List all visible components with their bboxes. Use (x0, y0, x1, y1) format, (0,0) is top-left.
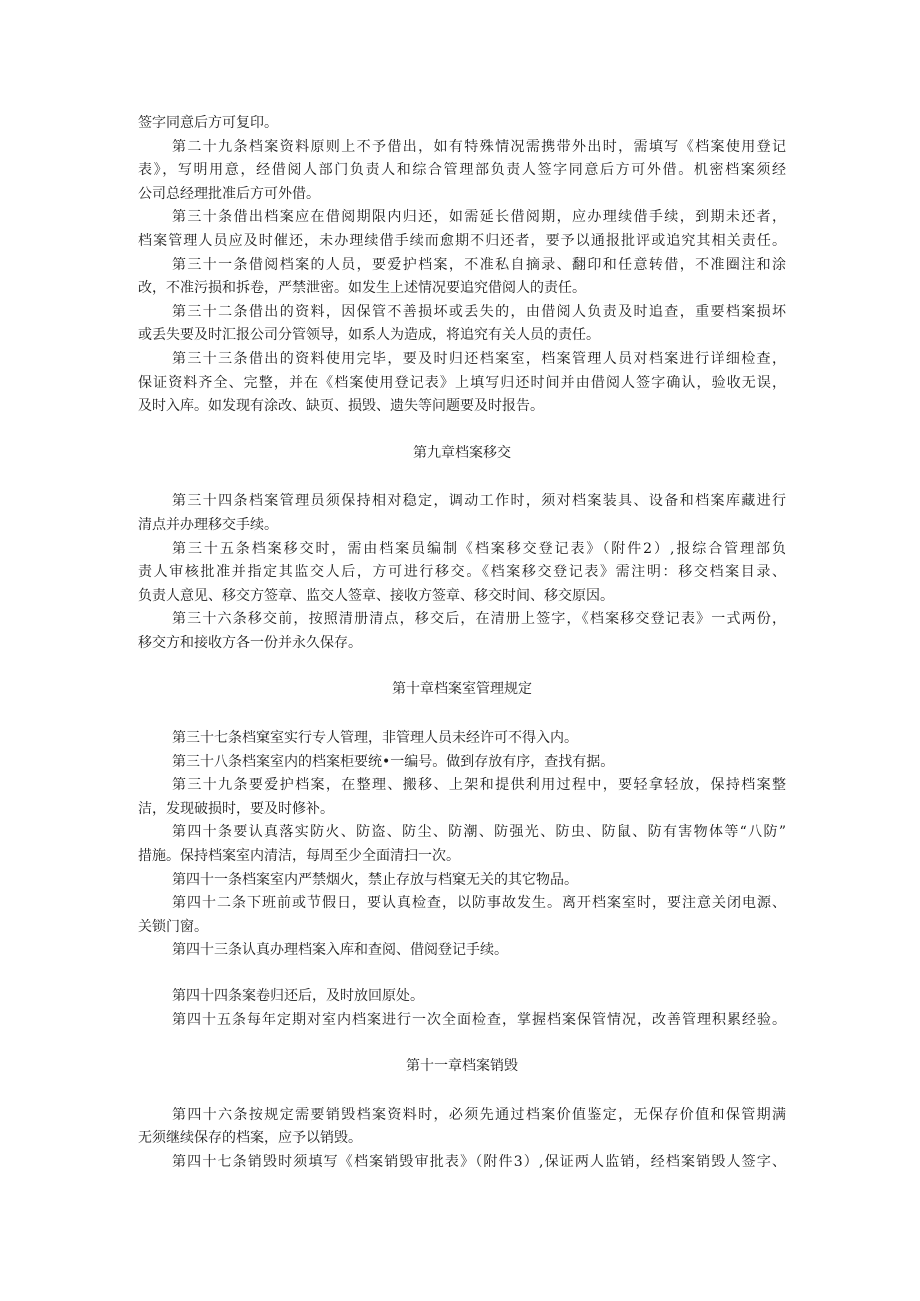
text-line: 第三十条借出档案应在借阅期限内归还，如需延长借阅期，应办理续借手续，到期未还者， (172, 209, 786, 226)
text-line: 第四十一条档案室内严禁烟火，禁止存放与档窠无关的其它物品。 (172, 871, 578, 888)
chapter-heading: 第十一章档案销毁 (406, 1058, 518, 1075)
text-line: 保证资料齐全、完整，并在《档案使用登记表》上填写归还时间并由借阅人签字确认，验收无误， (138, 374, 786, 391)
text-line: 责人审核批准并指定其监交人后，方可进行移交。《档案移交登记表》需注明：移交档案目录、 (138, 564, 786, 581)
text-line: 措施。保持档案室内清洁，每周至少全面清扫一次。 (138, 848, 460, 865)
text-line: 第四十三条认真办理档案入库和查阅、借阅登记手续。 (172, 942, 508, 959)
text-line: 第三十四条档案管理员须保持相对稳定，调动工作时，须对档案装具、设备和档案库藏进行 (172, 493, 786, 510)
text-line: 或丢失要及时汇报公司分管领导，如系人为造成，将追究有关人员的责任。 (138, 327, 600, 344)
document-page (138, 112, 786, 1175)
text-line: 洁，发现破损时，要及时修补。 (138, 800, 334, 817)
text-line: 第三十五条档案移交时，需由档案员编制《档案移交登记表》（附件2）,报综合管理部负 (172, 540, 786, 557)
text-line: 第四十条要认真落实防火、防盗、防尘、防潮、防强光、防虫、防鼠、防有害物体等“八防” (172, 824, 786, 841)
text-line: 移交方和接收方各一份并永久保存。 (138, 634, 362, 651)
chapter-heading: 第九章档案移交 (413, 444, 511, 461)
section-archive-room (138, 727, 786, 963)
text-line: 第三十一条借阅档案的人员，要爱护档案，不准私自摘录、翻印和任意转借，不准圈注和涂 (172, 256, 786, 273)
text-line: 档案管理人员应及时催还，未办理续借手续而愈期不归还者，要予以通报批评或追究其相关责任。 (138, 232, 786, 249)
text-line: 负责人意见、移交方签章、监交人签章、接收方签章、移交时间、移交原因。 (138, 587, 614, 604)
text-line: 表》，写明用意，经借阅人部门负责人和综合管理部负责人签字同意后方可外借。机密档案须经 (138, 162, 786, 179)
text-line: 第三十七条档窠室实行专人管理，非管理人员未经许可不得入内。 (172, 730, 578, 747)
chapter-heading: 第十章档案室管理规定 (392, 681, 532, 698)
text-line: 第二十九条档案资料原则上不予借出，如有特殊情况需携带外出时，需填写《档案使用登记 (172, 138, 786, 155)
section-archive-room-cont (138, 985, 786, 1032)
text-line: 第三十九条要爱护档案，在整理、搬移、上架和提供利用过程中，要轻拿轻放，保持档案整 (172, 777, 786, 794)
text-line: 关锁门窗。 (138, 918, 208, 935)
text-line: 及时入库。如发现有涂改、缺页、损毁、遗失等问题要及时报告。 (138, 398, 544, 415)
text-line: 第三十三条借出的资料使用完毕，要及时归还档案室，档案管理人员对档案进行详细检查， (172, 350, 786, 367)
text-line: 第三十二条借出的资料，因保管不善损坏或丢失的，由借阅人负责及时追查，重要档案损坏 (172, 303, 786, 320)
text-line: 清点并办理移交手续。 (138, 516, 278, 533)
text-line: 第三十六条移交前，按照清册清点，移交后，在清册上签字，《档案移交登记表》一式两份， (172, 611, 786, 628)
text-line: 改，不准污损和拆卷，严禁泄密。如发生上述情况要追究借阅人的责任。 (138, 280, 586, 297)
section-transfer (138, 490, 786, 655)
text-line: 第四十七条销毁时须填写《档案销毁审批表》（附件3）,保证两人监销，经档案销毁人签字、 (172, 1153, 786, 1170)
text-line: 第四十四条案卷归还后，及时放回原处。 (172, 988, 424, 1004)
section-borrowing (138, 112, 786, 419)
text-line: 第四十五条每年定期对室内档案进行一次全面检查，掌握档案保管情况，改善管理积累经验。 (172, 1011, 786, 1028)
text-line: 第四十六条按规定需要销毁档案资料时，必须先通过档案价值鉴定，无保存价值和保管期满 (172, 1106, 786, 1123)
text-line: 无须继续保存的档案，应予以销毁。 (138, 1130, 362, 1147)
text-line: 签字同意后方可复印。 (138, 115, 278, 131)
text-line: 公司总经理批准后方可外借。 (138, 185, 320, 202)
text-line: 第三十八条档案室内的档案柜要统•一编号。做到存放有序，查找有据。 (172, 753, 615, 770)
text-line: 第四十二条下班前或节假日，要认真检查，以防事故发生。离开档案室时，要注意关闭电源、 (172, 895, 786, 912)
section-destruction (138, 1104, 786, 1175)
